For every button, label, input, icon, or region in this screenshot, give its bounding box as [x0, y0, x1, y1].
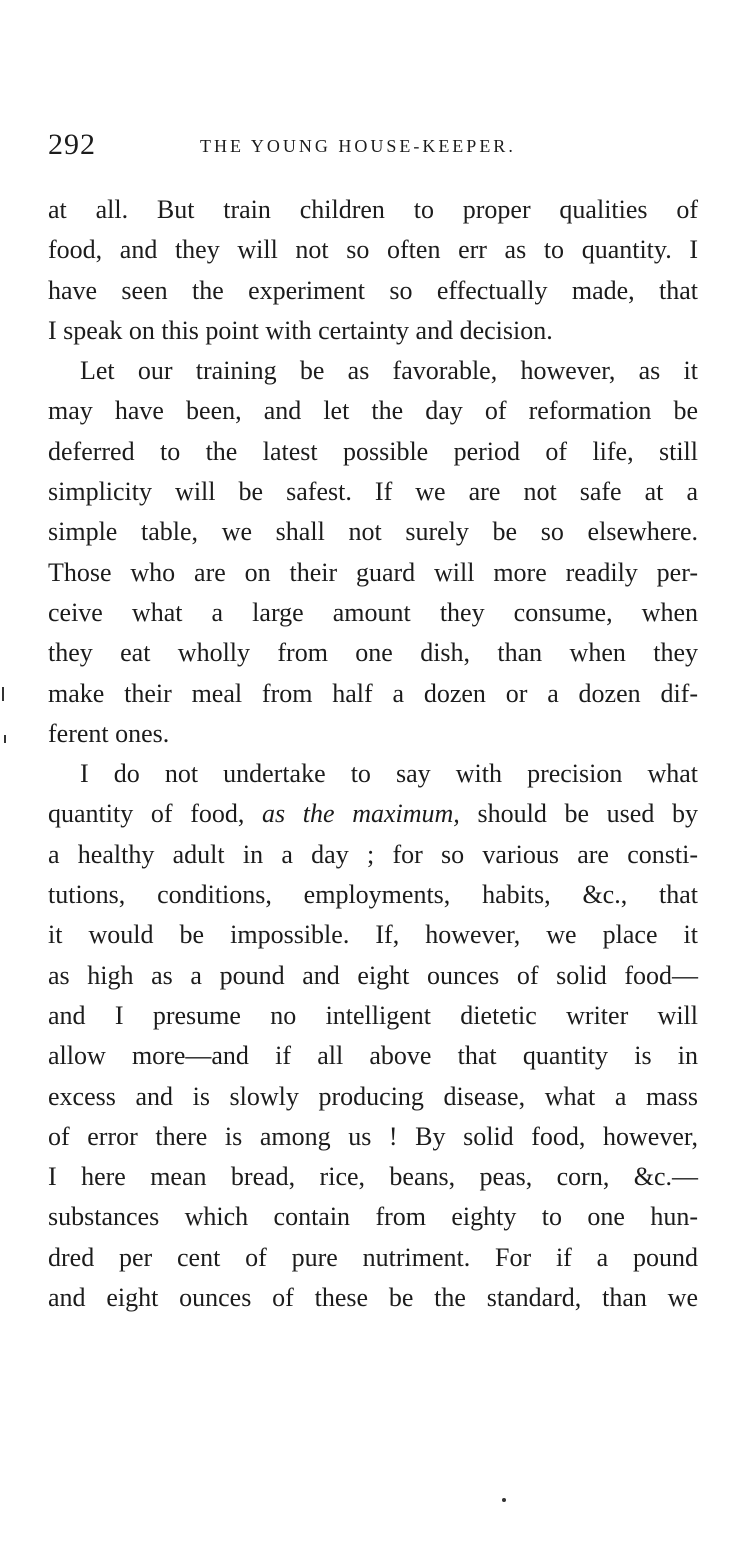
text-line: simplicity will be safest. If we are not safe at a [48, 477, 698, 507]
text-line: tutions, conditions, employments, habits, &c., that [48, 880, 698, 910]
margin-speck [4, 735, 6, 743]
body-text [48, 190, 698, 1318]
text-line: I here mean bread, rice, beans, peas, corn, &c.— [48, 1162, 698, 1192]
text-line: may have been, and let the day of reformation be [48, 396, 698, 426]
text-line: ferent ones. [48, 718, 170, 748]
text-run: quantity of food, [48, 799, 263, 829]
text-line: I speak on this point with certainty and decision. [48, 315, 553, 345]
text-line: at all. But train children to proper qualities of [48, 195, 698, 224]
text-line: food, and they will not so often err as to quantity. I [48, 235, 698, 265]
text-line: have seen the experiment so effectually made, that [48, 275, 698, 305]
text-line [48, 794, 698, 834]
text-line: deferred to the latest possible period of life, still [48, 436, 698, 466]
text-line: simple table, we shall not surely be so elsewhere. [48, 517, 698, 547]
text-line: and eight ounces of these be the standard, than we [48, 1283, 698, 1313]
text-line: Those who are on their guard will more readily per- [48, 557, 698, 587]
text-line: a healthy adult in a day ; for so various are consti- [48, 839, 698, 869]
text-line: they eat wholly from one dish, than when they [48, 638, 698, 668]
text-line: and I presume no intelligent dietetic writer will [48, 1000, 698, 1030]
text-line: ceive what a large amount they consume, when [48, 597, 698, 627]
text-run: should be used by [459, 799, 698, 829]
running-head: THE YOUNG HOUSE-KEEPER. [200, 136, 516, 156]
text-line: dred per cent of pure nutriment. For if a pound [48, 1242, 698, 1272]
page-header [48, 128, 698, 168]
text-line: make their meal from half a dozen or a dozen dif- [48, 678, 698, 708]
text-line: I do not undertake to say with precision what [80, 759, 698, 789]
text-line: Let our training be as favorable, however, as it [80, 356, 698, 386]
text-line: as high as a pound and eight ounces of solid food— [48, 960, 698, 990]
page-number: 292 [48, 128, 96, 161]
ink-speck [502, 1498, 506, 1502]
text-line: substances which contain from eighty to one hun- [48, 1202, 698, 1232]
margin-speck [2, 687, 4, 701]
text-line: it would be impossible. If, however, we place it [48, 920, 698, 950]
text-line: of error there is among us ! By solid food, however, [48, 1121, 698, 1151]
text-line: excess and is slowly producing disease, what a mass [48, 1081, 698, 1111]
italic-phrase: as the maximum, [262, 799, 460, 829]
text-line: allow more—and if all above that quantity is in [48, 1041, 698, 1071]
